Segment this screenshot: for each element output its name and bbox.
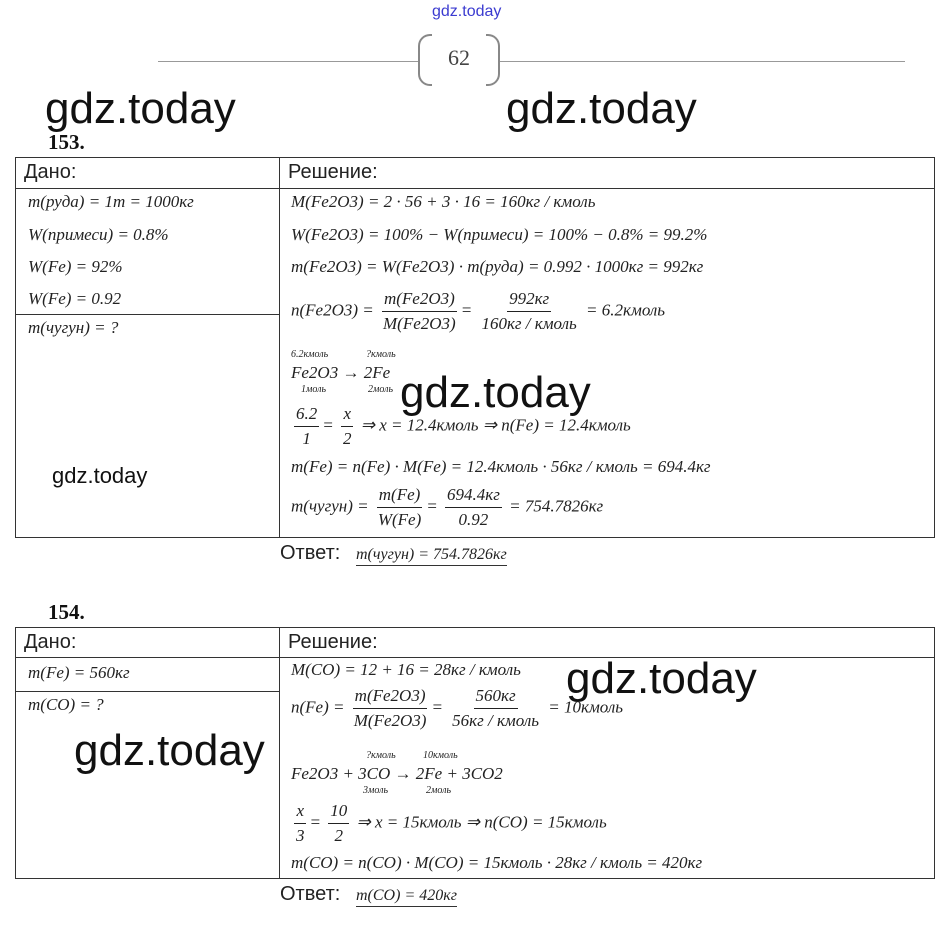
watermark: gdz.today	[45, 84, 236, 133]
problem-number: 153.	[48, 130, 85, 154]
column-divider	[279, 157, 280, 538]
solution-step: $\frac{x}{3}$ = $\frac{10}{2}$ ⇒ x = 15кмоль ⇒ n(CO) = 15кмоль	[296, 801, 607, 845]
solution-step: M(CO) = 12 + 16 = 28кг / кмоль	[291, 660, 521, 679]
solution-step: W(Fe2O3) = 100% − W(примеси) = 100% − 0.8% = 99.2%	[291, 225, 708, 244]
problem-153-table	[15, 157, 935, 538]
solution-step: m(чугун) = $\frac{m(Fe)}{W(Fe)}$ = $\frac{694.4кг}{0.92}$ = 754.7826кг	[291, 485, 604, 529]
solution-step: $\frac{6.2}{1}$ = $\frac{x}{2}$ ⇒ x = 12.4кмоль ⇒ n(Fe) = 12.4кмоль	[296, 404, 631, 448]
solution-label: Решение:	[288, 631, 378, 653]
given-item: m(Fe) = 560кг	[28, 663, 130, 682]
reaction-equation: 6.2кмоль ?кмоль Fe2O3 → 2Fe 1моль 2моль	[291, 349, 396, 395]
solution-label: Решение:	[288, 161, 378, 183]
find-item: m(CO) = ?	[28, 695, 104, 714]
answer-label: Ответ:	[280, 542, 341, 564]
header-rule-left	[158, 61, 418, 62]
header-divider	[15, 188, 935, 189]
given-find-divider	[15, 691, 279, 692]
given-item: m(руда) = 1т = 1000кг	[28, 192, 194, 211]
given-label: Дано:	[24, 161, 77, 183]
page-number: 62	[448, 45, 470, 70]
answer-value: m(CO) = 420кг	[356, 887, 457, 907]
watermark: gdz.today	[52, 463, 148, 488]
solution-step: n(Fe) = $\frac{m(Fe2O3)}{M(Fe2O3)}$ = $\frac{560кг}{\text{56кг / кмоль}}$ = 10кмоль	[291, 686, 624, 730]
given-item: W(примеси) = 0.8%	[28, 225, 169, 244]
reaction-equation: ?кмоль 10кмоль Fe2O3 + 3CO → 2Fe + 3CO2 3моль 2моль	[291, 750, 503, 796]
solution-step: m(Fe) = n(Fe) · M(Fe) = 12.4кмоль · 56кг / кмоль = 694.4кг	[291, 457, 711, 476]
answer-label: Ответ:	[280, 883, 341, 905]
given-item: W(Fe) = 0.92	[28, 289, 122, 308]
given-item: W(Fe) = 92%	[28, 257, 123, 276]
header-rule-right	[500, 61, 905, 62]
solution-step: n(Fe2O3) = $\frac{m(Fe2O3)}{M(Fe2O3)}$ = $\frac{992кг}{\text{160кг / кмоль}}$ = 6.2кмоль	[291, 289, 666, 333]
watermark: gdz.today	[400, 368, 591, 417]
solution-step: m(Fe2O3) = W(Fe2O3) · m(руда) = 0.992 · 1000кг = 992кг	[291, 257, 704, 276]
given-label: Дано:	[24, 631, 77, 653]
problem-number: 154.	[48, 600, 85, 624]
answer-value: m(чугун) = 754.7826кг	[356, 546, 507, 566]
find-item: m(чугун) = ?	[28, 318, 119, 337]
header-divider	[15, 657, 935, 658]
watermark: gdz.today	[566, 654, 757, 703]
given-find-divider	[15, 314, 279, 315]
watermark: gdz.today	[74, 726, 265, 775]
solution-step: M(Fe2O3) = 2 · 56 + 3 · 16 = 160кг / кмоль	[291, 192, 596, 211]
solution-step: m(CO) = n(CO) · M(CO) = 15кмоль · 28кг / кмоль = 420кг	[291, 853, 703, 872]
column-divider	[279, 627, 280, 879]
page-number-box	[418, 34, 500, 86]
site-mark: gdz.today	[432, 3, 502, 20]
watermark: gdz.today	[506, 84, 697, 133]
